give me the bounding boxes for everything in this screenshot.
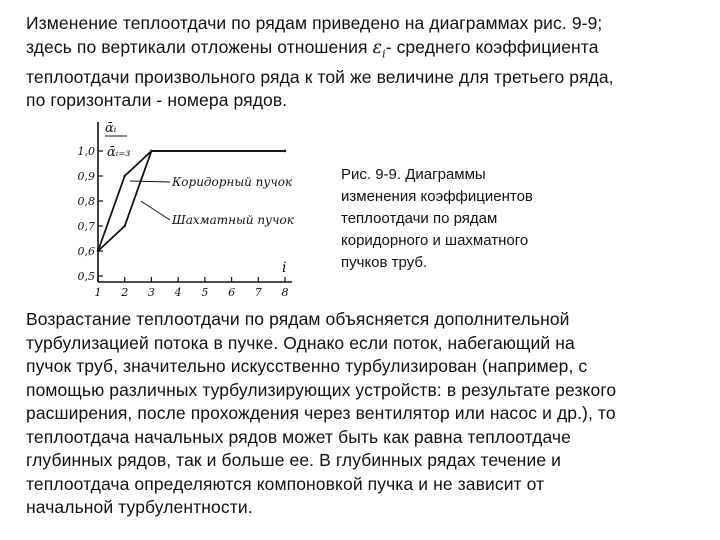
y-axis-label-denominator: ᾱᵢ₌₃ (107, 145, 131, 160)
body-line: Возрастание теплоотдачи по рядам объясняется дополнительной (26, 309, 570, 329)
chart-labels (105, 121, 295, 276)
body-line: помощью различных турбулизирующих устройств: в результате резкого (26, 379, 617, 400)
x-tick-label: 2 (121, 286, 129, 299)
leader-line-corridor (130, 181, 170, 182)
figure-caption (341, 164, 591, 274)
caption-line: Рис. 9-9. Диаграммы (341, 166, 486, 183)
series-label-staggered: Шахматный пучок (172, 213, 294, 227)
x-tick-label: 7 (254, 286, 262, 299)
intro-line: Изменение теплоотдачи по рядам приведено на диаграммах рис. 9-9; (26, 13, 603, 33)
body-paragraph (26, 308, 716, 520)
body-line: глубинных рядов, так и больше ее. В глубинных рядах течение и (26, 450, 561, 470)
body-line: турбулизацией потока в пучке. Однако если поток, набегающий на (26, 332, 575, 353)
heat-transfer-diagram (77, 114, 310, 306)
caption-line: теплоотдачи по рядам (341, 210, 498, 227)
series-line-staggered (98, 151, 285, 251)
x-tick-label: 4 (174, 286, 182, 299)
data-point-staggered (284, 150, 286, 152)
epsilon-symbol: $\varepsilon_i$ (372, 37, 386, 60)
data-point-staggered (124, 225, 126, 227)
intro-line: здесь по вертикали отложены отношения (26, 36, 373, 57)
leader-line-staggered (141, 201, 170, 220)
body-line: начальной турбулентности. (26, 497, 253, 517)
y-tick-label: 0,6 (77, 245, 95, 258)
y-tick-label: 0,8 (77, 195, 95, 208)
x-tick-label: 1 (94, 286, 102, 299)
y-tick-label: 0,9 (77, 170, 95, 183)
x-tick-label: 5 (201, 286, 209, 299)
y-tick-label: 0,7 (77, 220, 95, 233)
y-axis-label-numerator: ᾱᵢ (105, 121, 117, 136)
body-line: пучок труб, значительно искусственно турбулизирован (например, с (26, 356, 588, 376)
y-tick-label: 1,0 (77, 145, 95, 158)
body-line: теплоотдача начальных рядов может быть как равна теплоотдаче (26, 426, 571, 447)
intro-paragraph (26, 12, 716, 113)
x-tick-label: 6 (228, 286, 236, 299)
data-point-staggered (150, 150, 152, 152)
caption-line: изменения коэффициентов (341, 188, 533, 205)
series-line-corridor (98, 151, 285, 251)
x-tick-label: 3 (147, 286, 155, 299)
caption-line: пучков труб. (341, 254, 428, 271)
chart-series (97, 150, 286, 252)
body-line: расширения, после прохождения через вентилятор или насос и др.), то (26, 403, 616, 423)
x-axis-label: i (282, 260, 287, 276)
data-point-corridor (124, 175, 126, 177)
x-tick-label: 8 (281, 286, 289, 299)
body-line: теплоотдача определяются компоновкой пучка и не зависит от (26, 473, 545, 494)
series-label-corridor: Коридорный пучок (172, 175, 293, 189)
y-tick-label: 0,5 (77, 270, 95, 283)
intro-line: по горизонтали - номера рядов. (26, 90, 288, 110)
caption-line: коридорного и шахматного (341, 232, 529, 249)
intro-line: - среднего коэффициента (385, 36, 599, 57)
data-point-staggered (97, 250, 99, 252)
intro-line: теплоотдачи произвольного ряда к той же величине для третьего ряда, (26, 66, 614, 87)
